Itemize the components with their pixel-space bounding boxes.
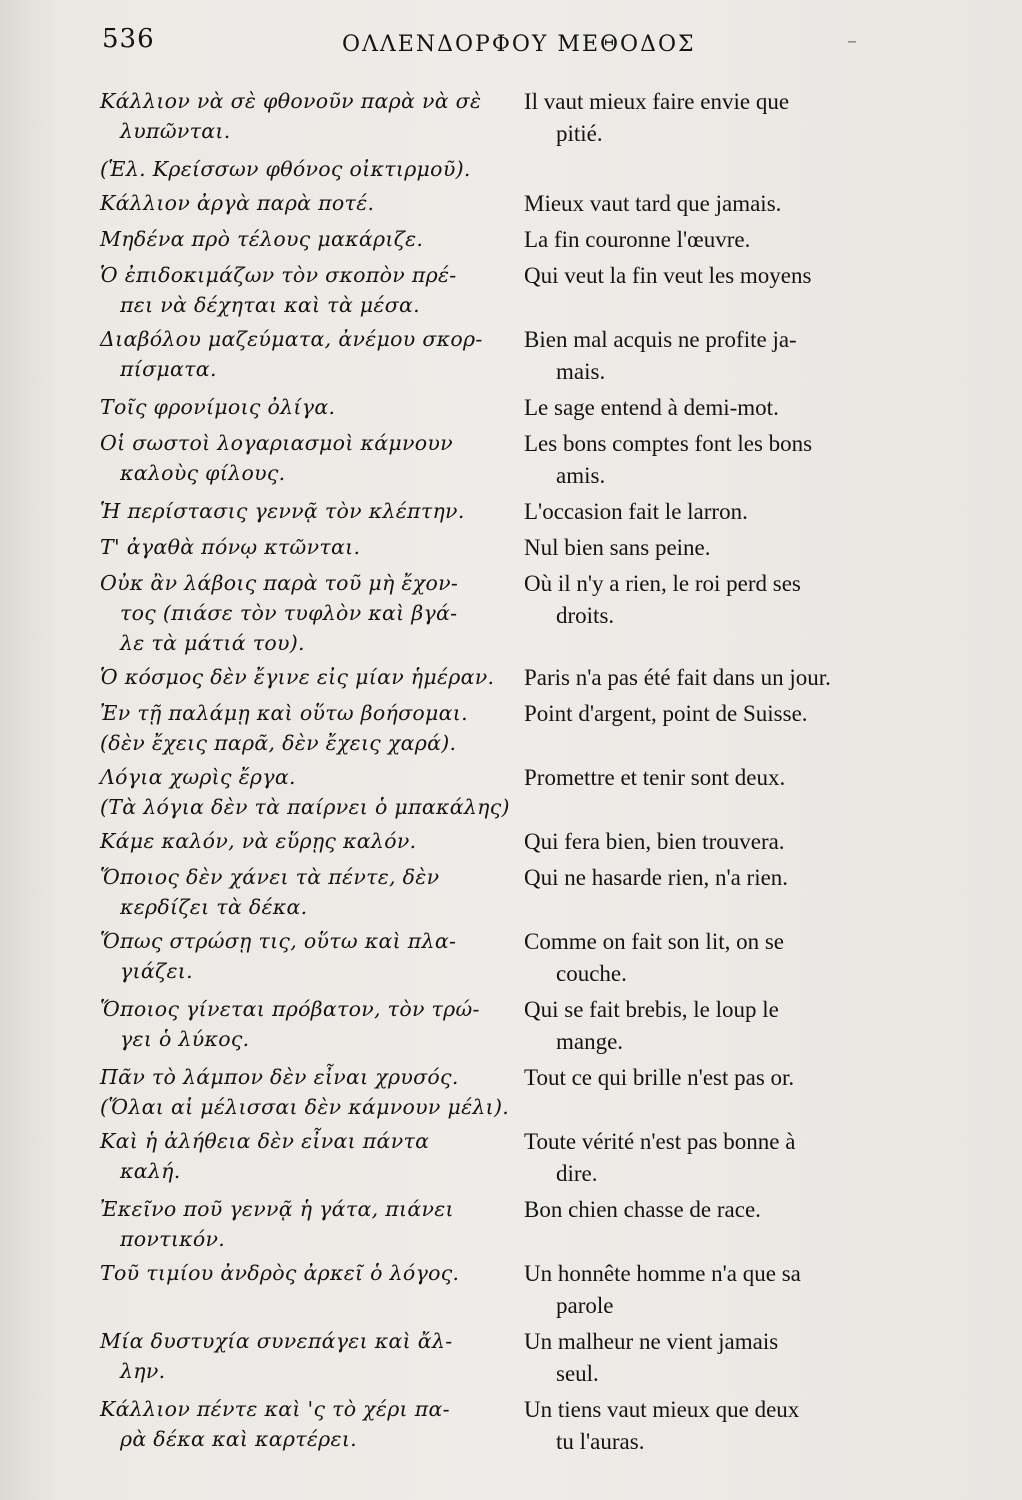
greek-proverb (100, 154, 514, 184)
french-line: Nul bien sans peine. (524, 535, 711, 560)
greek-line: Ἡ περίστασις γεννᾷ τὸν κλέπτην. (100, 499, 465, 523)
french-equivalent (514, 224, 980, 256)
greek-line: ποντικόν. (120, 1227, 226, 1251)
greek-line: Καὶ ἡ ἀλήθεια δὲν εἶναι πάντα (100, 1129, 430, 1153)
french-equivalent (514, 532, 980, 564)
french-line: Le sage entend à demi-mot. (524, 395, 779, 420)
french-line: La fin couronne l'œuvre. (524, 227, 751, 252)
greek-line: Ἐν τῇ παλάμῃ καὶ οὕτω βοήσομαι. (100, 701, 468, 725)
greek-line: (Ὅλαι αἱ μέλισσαι δὲν κάμνουν μέλι). (100, 1095, 510, 1119)
french-equivalent (514, 428, 980, 492)
proverb-list (100, 86, 980, 1462)
greek-line: λην. (120, 1359, 166, 1383)
greek-proverb (100, 1062, 514, 1122)
greek-line: Τ' ἀγαθὰ πόνῳ κτῶνται. (100, 535, 361, 559)
french-line: Toute vérité n'est pas bonne à (524, 1129, 796, 1154)
proverb-row (100, 428, 980, 492)
french-line: Paris n'a pas été fait dans un jour. (524, 665, 831, 690)
proverb-row (100, 1326, 980, 1390)
greek-proverb (100, 324, 514, 384)
greek-line: (Τὰ λόγια δὲν τὰ παίρνει ὁ μπακάλης) (100, 795, 510, 819)
greek-proverb (100, 994, 514, 1054)
greek-proverb (100, 1258, 514, 1288)
greek-line: τος (πιάσε τὸν τυφλὸν καὶ βγά- (120, 601, 458, 625)
greek-proverb (100, 392, 514, 422)
running-title: ΟΛΛΕΝΔΟΡΦΟΥ ΜΕΘΟΔΟΣ (342, 32, 696, 57)
french-line: couche. (556, 961, 627, 986)
french-line: Qui se fait brebis, le loup le (524, 997, 779, 1022)
greek-line: Κάλλιον πέντε καὶ 'ς τὸ χέρι πα- (100, 1397, 450, 1421)
greek-proverb (100, 1326, 514, 1386)
greek-line: (Ἑλ. Κρείσσων φθόνος οἰκτιρμοῦ). (100, 157, 471, 181)
greek-line: γιάζει. (120, 959, 193, 983)
french-line: Comme on fait son lit, on se (524, 929, 785, 954)
french-equivalent (514, 1394, 980, 1458)
greek-line: Ἐκεῖνο ποῦ γεννᾷ ἡ γάτα, πιάνει (100, 1197, 454, 1221)
french-line: Un honnête homme n'a que sa (524, 1261, 801, 1286)
proverb-row (100, 188, 980, 220)
proverb-row (100, 260, 980, 320)
proverb-row (100, 154, 980, 184)
french-equivalent (514, 762, 980, 794)
greek-line: Οὐκ ἂν λάβοις παρὰ τοῦ μὴ ἔχον- (100, 571, 459, 595)
greek-proverb (100, 188, 514, 218)
french-line: amis. (556, 463, 606, 488)
french-line: Où il n'y a rien, le roi perd ses (524, 571, 801, 596)
proverb-row (100, 496, 980, 528)
french-line: Tout ce qui brille n'est pas or. (524, 1065, 795, 1090)
greek-proverb (100, 1394, 514, 1454)
french-equivalent (514, 188, 980, 220)
greek-line: κερδίζει τὰ δέκα. (120, 895, 308, 919)
french-line: L'occasion fait le larron. (524, 499, 748, 524)
french-equivalent (514, 1062, 980, 1094)
proverb-row (100, 926, 980, 990)
french-equivalent (514, 994, 980, 1058)
french-equivalent (514, 392, 980, 424)
greek-line: Ὁ κόσμος δὲν ἔγινε εἰς μίαν ἡμέραν. (100, 665, 495, 689)
french-line: mais. (556, 359, 606, 384)
greek-line: γει ὁ λύκος. (120, 1027, 250, 1051)
greek-proverb (100, 926, 514, 986)
proverb-row (100, 1394, 980, 1458)
proverb-row (100, 662, 980, 694)
french-line: seul. (556, 1361, 599, 1386)
greek-line: Κάλλιον νὰ σὲ φθονοῦν παρὰ νὰ σὲ (100, 89, 482, 113)
greek-proverb (100, 224, 514, 254)
proverb-row (100, 698, 980, 758)
greek-proverb (100, 428, 514, 488)
greek-proverb (100, 698, 514, 758)
greek-line: Οἱ σωστοὶ λογαριασμοὶ κάμνουν (100, 431, 453, 455)
french-line: Un tiens vaut mieux que deux (524, 1397, 800, 1422)
greek-line: καλή. (120, 1159, 181, 1183)
greek-proverb (100, 862, 514, 922)
proverb-row (100, 1194, 980, 1254)
page-number: 536 (102, 24, 155, 54)
header-dash: – (847, 28, 857, 52)
french-equivalent (514, 662, 980, 694)
french-equivalent (514, 496, 980, 528)
greek-proverb (100, 1126, 514, 1186)
greek-line: Ὁ ἐπιδοκιμάζων τὸν σκοπὸν πρέ- (100, 263, 457, 287)
proverb-row (100, 392, 980, 424)
proverb-row (100, 224, 980, 256)
greek-line: Πᾶν τὸ λάμπον δὲν εἶναι χρυσός. (100, 1065, 459, 1089)
greek-proverb (100, 568, 514, 658)
french-line: mange. (556, 1029, 624, 1054)
greek-proverb (100, 662, 514, 692)
french-equivalent (514, 1194, 980, 1226)
french-line: tu l'auras. (556, 1429, 645, 1454)
french-equivalent (514, 698, 980, 730)
french-line: Bien mal acquis ne profite ja- (524, 327, 797, 352)
greek-line: Λόγια χωρὶς ἔργα. (100, 765, 296, 789)
french-equivalent (514, 1126, 980, 1190)
greek-line: (δὲν ἔχεις παρᾶ, δὲν ἔχεις χαρά). (100, 731, 457, 755)
greek-line: Μία δυστυχία συνεπάγει καὶ ἄλ- (100, 1329, 453, 1353)
greek-line: Τοῖς φρονίμοις ὀλίγα. (100, 395, 336, 419)
proverb-row (100, 1126, 980, 1190)
french-equivalent (514, 86, 980, 150)
french-line: Il vaut mieux faire envie que (524, 89, 790, 114)
proverb-row (100, 826, 980, 858)
proverb-row (100, 86, 980, 150)
greek-proverb (100, 86, 514, 146)
greek-line: Τοῦ τιμίου ἀνδρὸς ἀρκεῖ ὁ λόγος. (100, 1261, 460, 1285)
french-equivalent (514, 926, 980, 990)
proverb-row (100, 324, 980, 388)
greek-line: Διαβόλου μαζεύματα, ἀνέμου σκορ- (100, 327, 483, 351)
greek-proverb (100, 532, 514, 562)
greek-line: πει νὰ δέχηται καὶ τὰ μέσα. (120, 293, 420, 317)
french-line: droits. (556, 603, 615, 628)
french-line: Promettre et tenir sont deux. (524, 765, 786, 790)
proverb-row (100, 568, 980, 658)
greek-line: Κάλλιον ἀργὰ παρὰ ποτέ. (100, 191, 375, 215)
page-header (102, 24, 962, 68)
french-line: Les bons comptes font les bons (524, 431, 813, 456)
proverb-row (100, 532, 980, 564)
greek-line: Ὅποιος γίνεται πρόβατον, τὸν τρώ- (100, 997, 480, 1021)
french-equivalent (514, 1326, 980, 1390)
french-line: Point d'argent, point de Suisse. (524, 701, 808, 726)
french-line: Bon chien chasse de race. (524, 1197, 761, 1222)
proverb-row (100, 762, 980, 822)
french-equivalent (514, 826, 980, 858)
greek-line: Ὅποιος δὲν χάνει τὰ πέντε, δὲν (100, 865, 440, 889)
french-line: Qui ne hasarde rien, n'a rien. (524, 865, 789, 890)
french-equivalent (514, 862, 980, 894)
french-line: parole (556, 1293, 614, 1318)
greek-proverb (100, 496, 514, 526)
french-line: Mieux vaut tard que jamais. (524, 191, 782, 216)
greek-line: ρὰ δέκα καὶ καρτέρει. (120, 1427, 357, 1451)
proverb-row (100, 994, 980, 1058)
greek-line: λυπῶνται. (120, 119, 231, 143)
french-line: Qui fera bien, bien trouvera. (524, 829, 785, 854)
greek-line: λε τὰ μάτιά του). (120, 631, 305, 655)
french-line: Un malheur ne vient jamais (524, 1329, 779, 1354)
french-line: Qui veut la fin veut les moyens (524, 263, 812, 288)
greek-line: Μηδένα πρὸ τέλους μακάριζε. (100, 227, 424, 251)
greek-line: Ὅπως στρώσῃ τις, οὕτω καὶ πλα- (100, 929, 457, 953)
french-equivalent (514, 568, 980, 632)
french-equivalent (514, 260, 980, 292)
greek-proverb (100, 260, 514, 320)
greek-line: πίσματα. (120, 357, 217, 381)
proverb-row (100, 1258, 980, 1322)
french-equivalent (514, 1258, 980, 1322)
french-line: pitié. (556, 121, 603, 146)
french-equivalent (514, 324, 980, 388)
greek-line: καλοὺς φίλους. (120, 461, 286, 485)
proverb-row (100, 862, 980, 922)
greek-proverb (100, 762, 514, 822)
greek-proverb (100, 826, 514, 856)
greek-line: Κάμε καλόν, νὰ εὕρῃς καλόν. (100, 829, 417, 853)
greek-proverb (100, 1194, 514, 1254)
proverb-row (100, 1062, 980, 1122)
french-line: dire. (556, 1161, 598, 1186)
